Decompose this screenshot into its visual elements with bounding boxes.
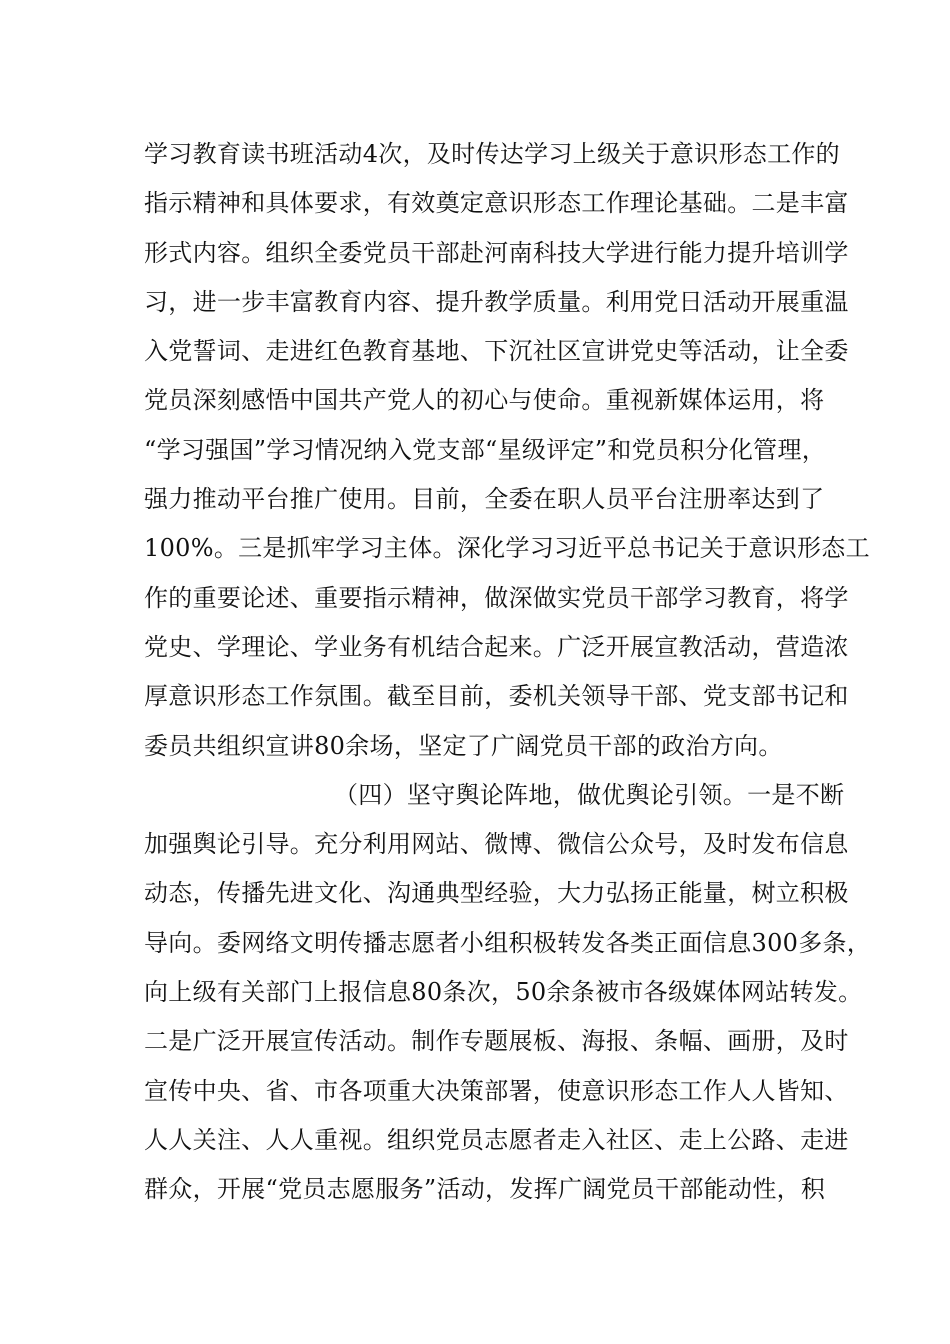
text-line: 党员深刻感悟中国共产党人的初心与使命。重视新媒体运用，将 bbox=[144, 386, 825, 415]
text-line: 导向。委网络文明传播志愿者小组积极转发各类正面信息300多条， bbox=[144, 928, 872, 957]
text-line: 人人关注、人人重视。组织党员志愿者走入社区、走上公路、走进 bbox=[144, 1125, 849, 1154]
text-line: 二是广泛开展宣传活动。制作专题展板、海报、条幅、画册，及时 bbox=[144, 1027, 849, 1056]
text-line: 厚意识形态工作氛围。截至目前，委机关领导干部、党支部书记和 bbox=[144, 682, 849, 711]
text-line: 指示精神和具体要求，有效奠定意识形态工作理论基础。二是丰富 bbox=[144, 189, 849, 218]
text-line: 强力推动平台推广使用。目前，全委在职人员平台注册率达到了 bbox=[144, 485, 825, 514]
text-line: 入党誓词、走进红色教育基地、下沉社区宣讲党史等活动，让全委 bbox=[144, 337, 849, 366]
text-line: 群众，开展“党员志愿服务”活动，发挥广阔党员干部能动性，积 bbox=[144, 1175, 826, 1204]
text-line: 形式内容。组织全委党员干部赴河南科技大学进行能力提升培训学 bbox=[144, 238, 849, 267]
text-line: “学习强国”学习情况纳入党支部“星级评定”和党员积分化管理， bbox=[144, 435, 827, 464]
body-text bbox=[144, 130, 872, 1215]
text-line: 加强舆论引导。充分利用网站、微博、微信公众号，及时发布信息 bbox=[144, 830, 849, 859]
paragraph-end-line: 委员共组织宣讲80余场，坚定了广阔党员干部的政治方向。 bbox=[144, 731, 783, 760]
text-line: 100%。三是抓牢学习主体。深化学习习近平总书记关于意识形态工 bbox=[144, 534, 870, 563]
text-line: 向上级有关部门上报信息80条次，50余条被市各级媒体网站转发。 bbox=[144, 978, 863, 1007]
text-line: 动态，传播先进文化、沟通典型经验，大力弘扬正能量，树立积极 bbox=[144, 879, 849, 908]
text-line: 宣传中央、省、市各项重大决策部署，使意识形态工作人人皆知、 bbox=[144, 1076, 849, 1105]
text-line: 学习教育读书班活动4次，及时传达学习上级关于意识形态工作的 bbox=[144, 140, 840, 168]
text-line: 习，进一步丰富教育内容、提升教学质量。利用党日活动开展重温 bbox=[144, 287, 849, 316]
text-line: 党史、学理论、学业务有机结合起来。广泛开展宣教活动，营造浓 bbox=[144, 632, 849, 661]
text-line: 作的重要论述、重要指示精神，做深做实党员干部学习教育，将学 bbox=[144, 583, 849, 612]
section-heading-line: （四）坚守舆论阵地，做优舆论引领。一是不断 bbox=[334, 780, 845, 809]
